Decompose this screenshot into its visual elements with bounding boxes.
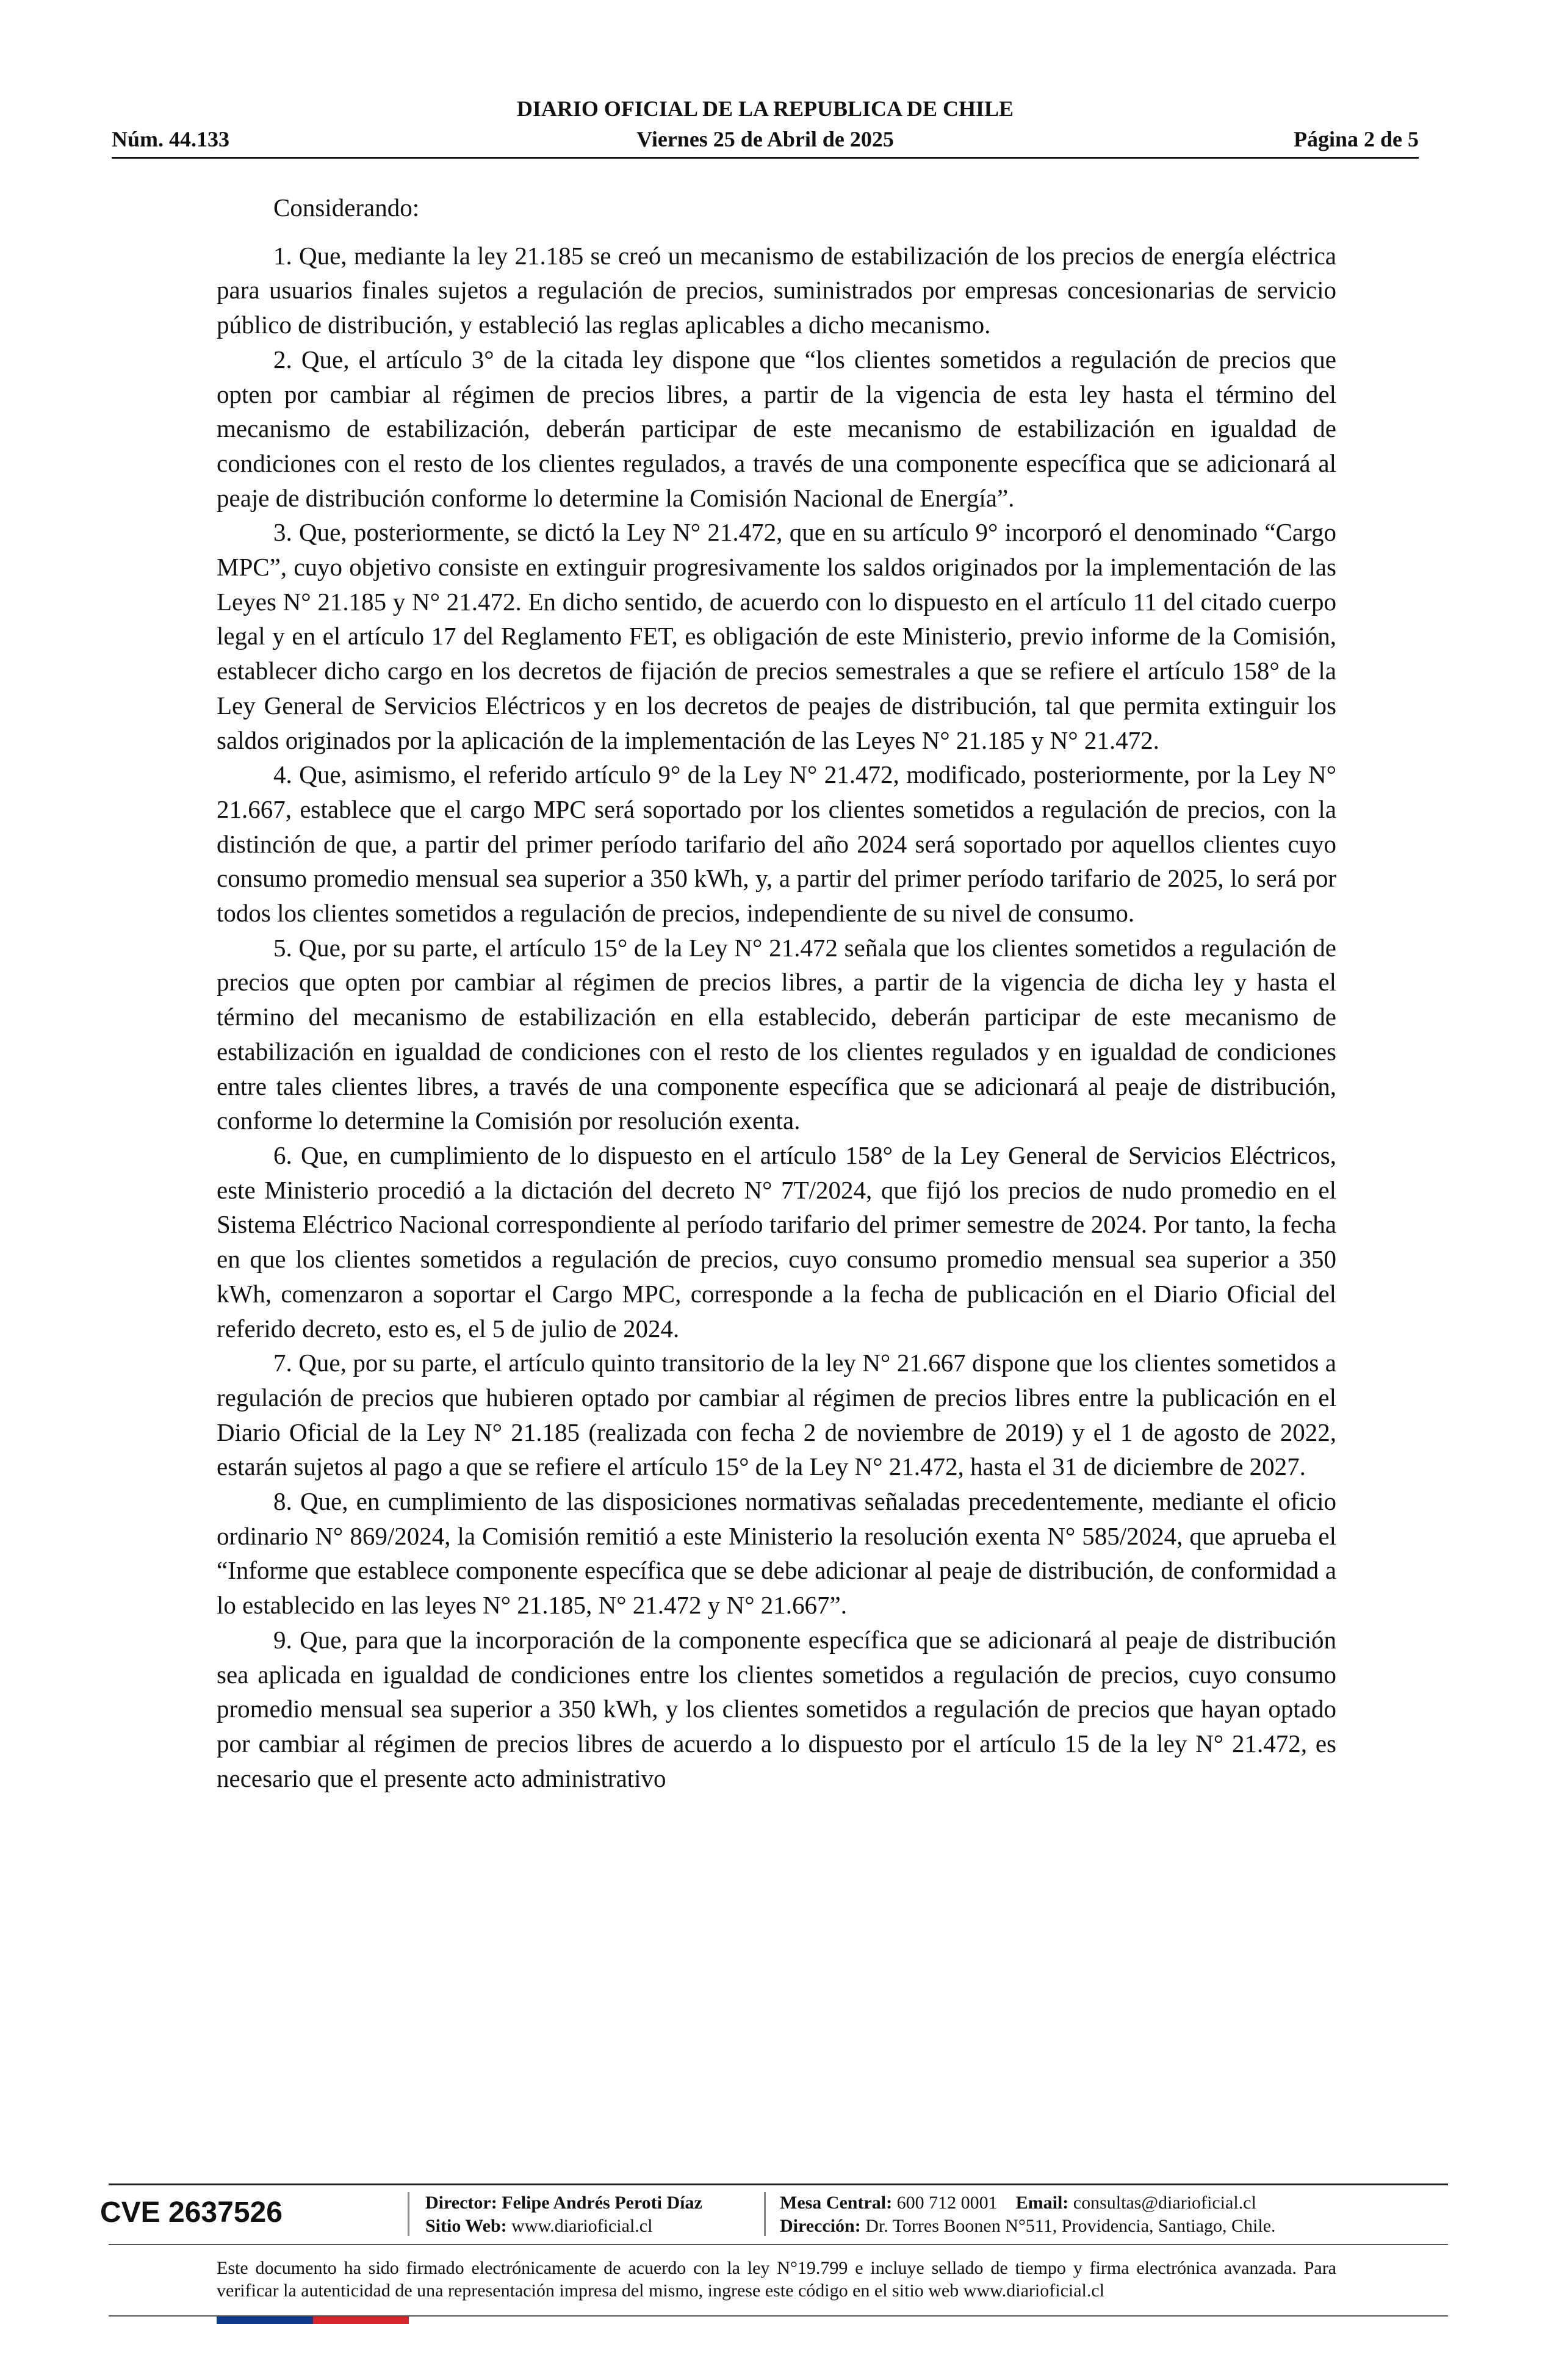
footer-separator <box>764 2192 766 2236</box>
cve-code: CVE 2637526 <box>100 2196 283 2229</box>
paragraph: 9. Que, para que la incorporación de la componente específica que se adicionará al peaje de distribución sea aplicada en igualdad de condiciones entre los clientes sometidos a regulación de precios, cuyo consumo promedio mensual sea superior a 350 kWh, y los clientes sometidos a regulación de precios que hayan optado por cambiar al régimen de precios libres de acuerdo a lo dispuesto por el artículo 15 de la ley N° 21.472, es necesario que el presente acto administrativo <box>217 1625 1336 1792</box>
footer-contact-block <box>780 2191 1276 2238</box>
issue-date: Viernes 25 de Abril de 2025 <box>636 127 894 151</box>
document-body <box>217 190 1336 1795</box>
paragraph: 3. Que, posteriormente, se dictó la Ley N° 21.472, que en su artículo 9° incorporó el denominado “Cargo MPC”, cuyo objetivo consiste en extinguir progresivamente los saldos originados por la implementación de las Leyes N° 21.185 y N° 21.472. En dicho sentido, de acuerdo con lo dispuesto en el artículo 11 del citado cuerpo legal y en el artículo 17 del Reglamento FET, es obligación de este Ministerio, previo informe de la Comisión, establecer dicho cargo en los decretos de fijación de precios semestrales a que se refiere el artículo 158° de la Ley General de Servicios Eléctricos y en los decretos de peajes de distribución, tal que permita extinguir los saldos originados por la aplicación de la implementación de las Leyes N° 21.185 y N° 21.472. <box>217 518 1336 754</box>
web-link[interactable]: www.diarioficial.cl <box>511 2216 653 2236</box>
mesa-phone: 600 712 0001 <box>896 2193 998 2213</box>
paragraph: 5. Que, por su parte, el artículo 15° de la Ley N° 21.472 señala que los clientes sometidos a regulación de precios que opten por cambiar al régimen de precios libres, a partir de la vigencia de dicha ley y hasta el término del mecanismo de estabilización en ella establecido, deberán participar de este mecanismo de estabilización en igualdad de condiciones con el resto de los clientes regulados y en igualdad de condiciones entre tales clientes libres, a través de una componente específica que se adicionará al peaje de distribución, conforme lo determine la Comisión por resolución exenta. <box>217 933 1336 1135</box>
flag-stripe-blue <box>217 2317 313 2324</box>
header-divider <box>112 157 1419 159</box>
director-name: Felipe Andrés Peroti Díaz <box>502 2193 702 2213</box>
considerando-heading: Considerando: <box>273 193 420 222</box>
page-header <box>112 93 1419 159</box>
page-number: Página 2 de 5 <box>1293 127 1419 151</box>
footer-mid-divider <box>109 2244 1448 2245</box>
issue-number: Núm. 44.133 <box>112 127 230 151</box>
legal-notice: Este documento ha sido firmado electrónicamente de acuerdo con la ley N°19.799 e incluye sellado de tiempo y firma electrónica avanzada. Para verificar la autenticidad de una representación impresa del mismo, ingrese este código en el sitio web www.diarioficial.cl <box>217 2258 1336 2301</box>
director-label: Director: <box>425 2193 497 2213</box>
footer-separator <box>408 2192 409 2236</box>
direccion-value: Dr. Torres Boonen N°511, Providencia, Santiago, Chile. <box>865 2216 1276 2236</box>
flag-stripe-red <box>313 2317 409 2324</box>
email-link[interactable]: consultas@diarioficial.cl <box>1073 2193 1256 2213</box>
footer-director-block <box>425 2191 702 2238</box>
paragraph: 1. Que, mediante la ley 21.185 se creó un mecanismo de estabilización de los precios de energía eléctrica para usuarios finales sujetos a regulación de precios, suministrados por empresas concesionarias de servicio público de distribución, y estableció las reglas aplicables a dicho mecanismo. <box>217 241 1336 339</box>
web-label: Sitio Web: <box>425 2216 507 2236</box>
footer-top-divider <box>109 2183 1448 2185</box>
publication-title: DIARIO OFICIAL DE LA REPUBLICA DE CHILE <box>516 96 1014 121</box>
paragraph: 7. Que, por su parte, el artículo quinto transitorio de la ley N° 21.667 dispone que los clientes sometidos a regulación de precios que hubieren optado por cambiar al régimen de precios libres entre la publicación en el Diario Oficial de la Ley N° 21.185 (realizada con fecha 2 de noviembre de 2019) y el 1 de agosto de 2022, estarán sujetos al pago a que se refiere el artículo 15° de la Ley N° 21.472, hasta el 31 de diciembre de 2027. <box>217 1349 1336 1481</box>
mesa-label: Mesa Central: <box>780 2193 893 2213</box>
paragraph: 6. Que, en cumplimiento de lo dispuesto en el artículo 158° de la Ley General de Servicios Eléctricos, este Ministerio procedió a la dictación del decreto N° 7T/2024, que fijó los precios de nudo promedio en el Sistema Eléctrico Nacional correspondiente al período tarifario del primer semestre de 2024. Por tanto, la fecha en que los clientes sometidos a regulación de precios, cuyo consumo promedio mensual sea superior a 350 kWh, comenzaron a soportar el Cargo MPC, corresponde a la fecha de publicación en el Diario Oficial del referido decreto, esto es, el 5 de julio de 2024. <box>217 1141 1336 1343</box>
email-label: Email: <box>1015 2193 1069 2213</box>
paragraph: 2. Que, el artículo 3° de la citada ley dispone que “los clientes sometidos a regulación de precios que opten por cambiar al régimen de precios libres, a partir de la vigencia de esta ley hasta el término del mecanismo de estabilización, deberán participar de este mecanismo de estabilización en igualdad de condiciones con el resto de los clientes regulados, a través de una componente específica que se adicionará al peaje de distribución conforme lo determine la Comisión Nacional de Energía”. <box>217 345 1336 512</box>
direccion-label: Dirección: <box>780 2216 861 2236</box>
paragraph: 8. Que, en cumplimiento de las disposiciones normativas señaladas precedentemente, mediante el oficio ordinario N° 869/2024, la Comisión remitió a este Ministerio la resolución exenta N° 585/2024, que aprueba el “Informe que establece componente específica que se debe adicionar al peaje de distribución, de conformidad a lo establecido en las leyes N° 21.185, N° 21.472 y N° 21.667”. <box>217 1487 1336 1620</box>
paragraph: 4. Que, asimismo, el referido artículo 9° de la Ley N° 21.472, modificado, posteriormente, por la Ley N° 21.667, establece que el cargo MPC será soportado por los clientes sometidos a regulación de precios, con la distinción de que, a partir del primer período tarifario del año 2024 será soportado por aquellos clientes cuyo consumo promedio mensual sea superior a 350 kWh, y, a partir del primer período tarifario de 2025, lo será por todos los clientes sometidos a regulación de precios, independiente de su nivel de consumo. <box>217 760 1336 928</box>
